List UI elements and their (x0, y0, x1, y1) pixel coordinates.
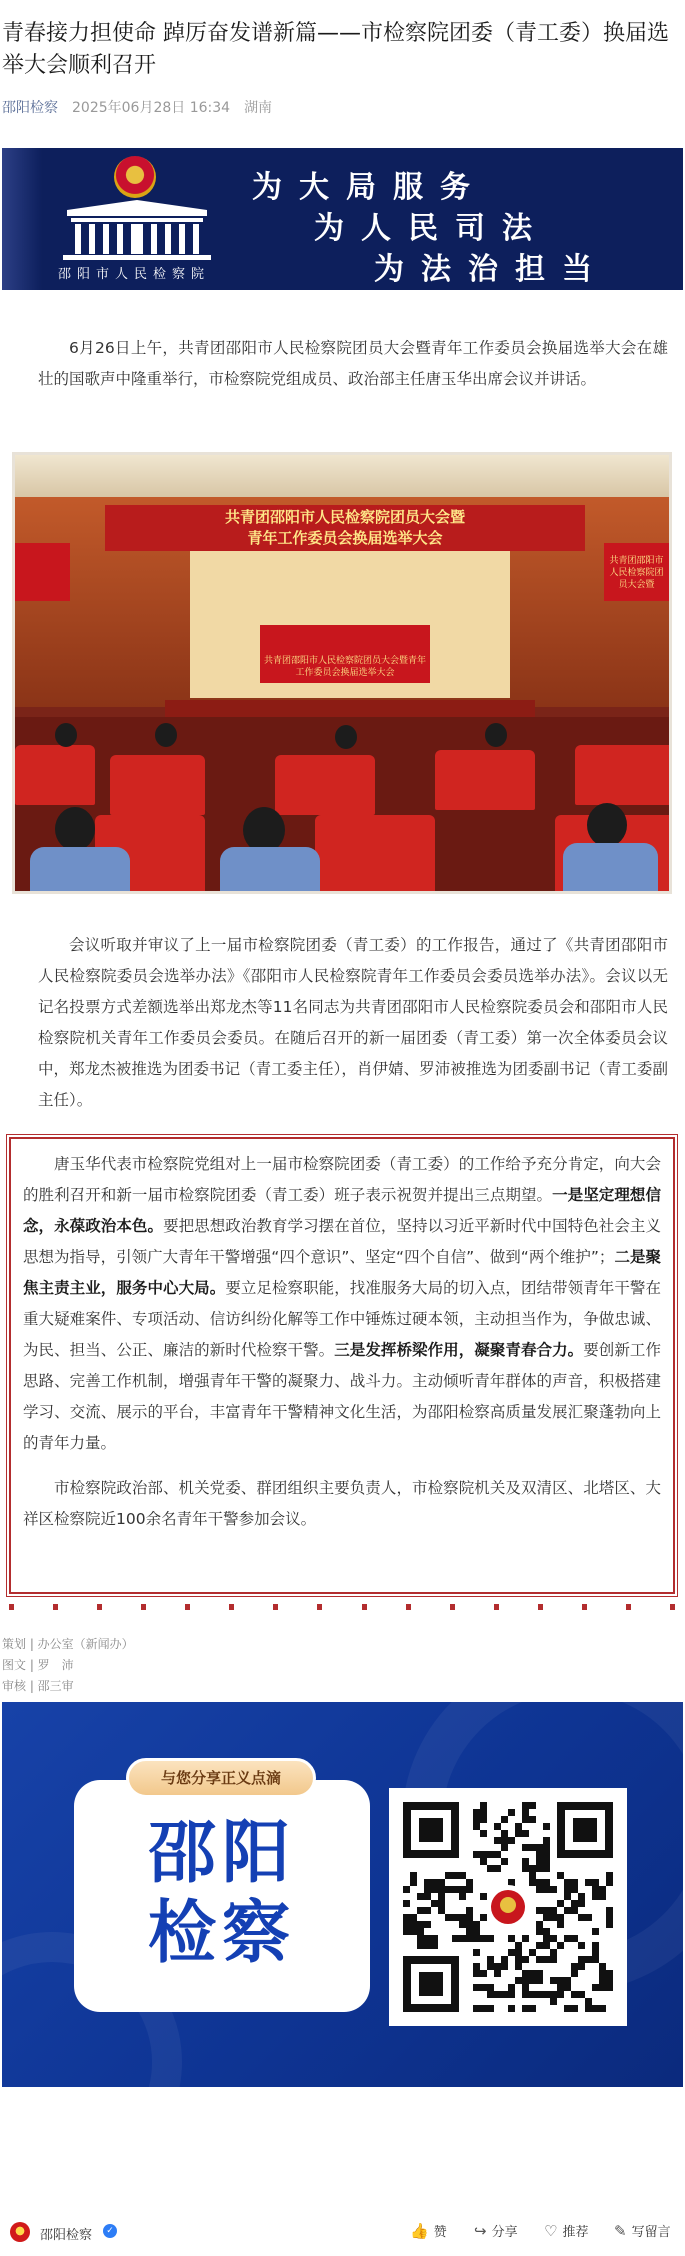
qr-module (445, 1914, 452, 1921)
qr-module (431, 1900, 438, 1907)
qr-module (494, 1865, 501, 1872)
qr-module (592, 1949, 599, 1956)
qr-module (571, 1963, 578, 1970)
meeting-photo[interactable] (12, 452, 672, 894)
qr-module (550, 1949, 557, 1956)
qr-module (543, 1942, 550, 1949)
qr-module (550, 1998, 557, 2005)
qr-module (494, 1970, 501, 1977)
qr-module (501, 1991, 508, 1998)
qr-module (452, 1935, 459, 1942)
qr-module (522, 1984, 529, 1991)
qr-module (571, 1935, 578, 1942)
qr-module (480, 1914, 487, 1921)
qr-module (578, 1963, 585, 1970)
qr-module (564, 1907, 571, 1914)
qr-module (501, 1858, 508, 1865)
qr-module (424, 1879, 431, 1886)
qr-module (529, 1865, 536, 1872)
qr-module (557, 1900, 564, 1907)
building-icon (57, 200, 217, 262)
qr-module (564, 1977, 571, 1984)
qr-module (557, 1914, 564, 1921)
promo-text-1: 邵阳 (147, 1814, 296, 1893)
qr-module (543, 1914, 550, 1921)
qr-module (473, 1984, 480, 1991)
qr-module (585, 2005, 592, 2012)
qr-module (522, 1802, 529, 1809)
qr-module (592, 1984, 599, 1991)
qr-module (508, 1935, 515, 1942)
qr-module (557, 1977, 564, 1984)
qr-module (403, 1928, 410, 1935)
qr-module (494, 1991, 501, 1998)
qr-module (606, 1879, 613, 1886)
qr-module (508, 1837, 515, 1844)
qr-module (438, 1900, 445, 1907)
qr-module (578, 1893, 585, 1900)
qr-module (599, 1893, 606, 1900)
qr-module (473, 1816, 480, 1823)
qr-module (459, 1886, 466, 1893)
paragraph-intro: 6月26日上午，共青团邵阳市人民检察院团员大会暨青年工作委员会换届选举大会在雄壮的国歌声中隆重举行，市检察院党组成员、政治部主任唐玉华出席会议并讲话。 (38, 339, 668, 388)
qr-module (592, 1956, 599, 1963)
qr-module (529, 1991, 536, 1998)
qr-module (522, 1865, 529, 1872)
qr-module (599, 1984, 606, 1991)
qr-module (536, 1865, 543, 1872)
qr-module (564, 1886, 571, 1893)
qr-module (543, 1886, 550, 1893)
qr-module (508, 1949, 515, 1956)
qr-module (564, 1893, 571, 1900)
qr-module (578, 1942, 585, 1949)
article-title: 青春接力担使命 踔厉奋发谱新篇——市检察院团委（青工委）换届选举大会顺利召开 (2, 21, 669, 78)
qr-module (438, 1893, 445, 1900)
qr-module (508, 2005, 515, 2012)
qr-module (424, 1886, 431, 1893)
promo-text-2: 检察 (147, 1894, 296, 1973)
qr-module (508, 1879, 515, 1886)
qr-module (410, 1921, 417, 1928)
qr-module (543, 1879, 550, 1886)
qr-module (536, 1858, 543, 1865)
qr-module (529, 1879, 536, 1886)
qr-module (557, 1942, 564, 1949)
qr-module (515, 1949, 522, 1956)
qr-module (550, 1914, 557, 1921)
qr-module (501, 1830, 508, 1837)
qr-module (536, 1886, 543, 1893)
qr-module (543, 1935, 550, 1942)
bottom-action-bar (0, 2208, 685, 2256)
qr-module (473, 1935, 480, 1942)
qr-module (494, 1837, 501, 1844)
qr-module (529, 2005, 536, 2012)
qr-module (557, 1991, 564, 1998)
qr-module (403, 1886, 410, 1893)
qr-module (529, 1816, 536, 1823)
qr-module (438, 1886, 445, 1893)
qr-module (529, 1970, 536, 1977)
qr-module (417, 1893, 424, 1900)
qr-module (417, 1935, 424, 1942)
qr-module (578, 1956, 585, 1963)
qr-module (543, 1823, 550, 1830)
qr-module (599, 1977, 606, 1984)
footer-account-name[interactable]: 邵阳检察 (40, 2228, 93, 2243)
promo-tagline: 与您分享正义点滴 (126, 1758, 316, 1798)
qr-module (410, 1928, 417, 1935)
qr-module (529, 1949, 536, 1956)
qr-module (543, 1858, 550, 1865)
qr-module (403, 1921, 410, 1928)
qr-module (515, 1823, 522, 1830)
qr-module (501, 1816, 508, 1823)
qr-module (543, 1907, 550, 1914)
qr-module (536, 1907, 543, 1914)
qr-module (452, 1914, 459, 1921)
qr-module (466, 1886, 473, 1893)
qr-module (557, 1921, 564, 1928)
qr-module (564, 1984, 571, 1991)
share-icon: ↪ (474, 2221, 487, 2240)
qr-module (424, 1935, 431, 1942)
qr-module (536, 1844, 543, 1851)
banner-slogan-3: 为法治担当 (374, 252, 609, 287)
qr-module (431, 1935, 438, 1942)
qr-module (522, 1991, 529, 1998)
qr-module (585, 1879, 592, 1886)
thumb-up-icon: 👍 (410, 2221, 429, 2240)
qr-module (564, 2005, 571, 2012)
qr-module (480, 1893, 487, 1900)
qr-module (466, 1928, 473, 1935)
qr-module (508, 1809, 515, 1816)
qr-module (494, 1963, 501, 1970)
qr-module (578, 1914, 585, 1921)
account-link[interactable]: 邵阳检察 (2, 100, 58, 116)
qr-module (403, 1914, 410, 1921)
qr-module (501, 1963, 508, 1970)
qr-module (557, 1984, 564, 1991)
qr-module (585, 1998, 592, 2005)
qr-module (480, 1851, 487, 1858)
qr-module (571, 1886, 578, 1893)
header-banner (2, 148, 683, 290)
qr-module (543, 1844, 550, 1851)
qr-module (410, 1879, 417, 1886)
qr-module (480, 1858, 487, 1865)
qr-module (522, 1977, 529, 1984)
recommend-button[interactable]: ♡ 推荐 (544, 2221, 589, 2240)
qr-module (515, 1963, 522, 1970)
qr-module (543, 1837, 550, 1844)
qr-module (487, 1991, 494, 1998)
qr-module (431, 1942, 438, 1949)
share-button[interactable]: ↪ 分享 (474, 2221, 518, 2240)
qr-module (473, 1970, 480, 1977)
qr-module (606, 1921, 613, 1928)
qr-module (417, 1907, 424, 1914)
credit-review: 审核 | 邵三审 (2, 1679, 74, 1693)
comment-icon: ✎ (614, 2221, 627, 2240)
qr-module (606, 1977, 613, 1984)
qr-module (459, 1921, 466, 1928)
account-avatar[interactable] (10, 2222, 30, 2242)
qr-module (536, 1977, 543, 1984)
qr-module (487, 1851, 494, 1858)
qr-module (473, 1963, 480, 1970)
procuratorate-emblem-icon (114, 156, 156, 198)
qr-module (452, 1886, 459, 1893)
qr-module (480, 1809, 487, 1816)
speech-section (9, 1137, 675, 1594)
qr-module (494, 1823, 501, 1830)
expectation-1: 一是坚定理想信念，永葆政治本色。 (23, 1186, 661, 1235)
qr-module (550, 1886, 557, 1893)
qr-module (487, 1865, 494, 1872)
qr-module (550, 1935, 557, 1942)
qr-module (515, 1977, 522, 1984)
qr-module (508, 1991, 515, 1998)
qr-module (501, 1837, 508, 1844)
qr-module (522, 1935, 529, 1942)
qr-module (585, 1956, 592, 1963)
qr-module (557, 1872, 564, 1879)
qr-module (522, 1816, 529, 1823)
qr-module (445, 1886, 452, 1893)
banner-org-name: 邵阳市人民检察院 (57, 267, 210, 282)
qr-module (585, 1914, 592, 1921)
qr-module (417, 1928, 424, 1935)
promo-card (74, 1769, 370, 2012)
qr-module (480, 1816, 487, 1823)
qr-module (438, 1879, 445, 1886)
qr-module (410, 1914, 417, 1921)
qr-module (529, 1844, 536, 1851)
qr-module (599, 1970, 606, 1977)
qr-module (522, 1956, 529, 1963)
follow-promo-image[interactable] (2, 1702, 683, 2087)
qr-module (487, 1935, 494, 1942)
qr-module (466, 1907, 473, 1914)
qr-module (571, 1900, 578, 1907)
qr-module (543, 1991, 550, 1998)
qr-module (480, 1802, 487, 1809)
qr-module (466, 1935, 473, 1942)
qr-module (417, 1942, 424, 1949)
article-meta (2, 97, 272, 117)
qr-module (487, 1984, 494, 1991)
qr-module (543, 1851, 550, 1858)
photo-side-display: 共青团邵阳市人民检察院团员大会暨 (604, 543, 669, 601)
qr-module (515, 1942, 522, 1949)
expectation-2: 二是聚焦主责主业，服务中心大局。 (23, 1248, 661, 1297)
qr-module (606, 1984, 613, 1991)
qr-module (522, 1858, 529, 1865)
qr-module (473, 1928, 480, 1935)
qr-module (536, 1851, 543, 1858)
qr-module (578, 1900, 585, 1907)
qr-module (459, 1893, 466, 1900)
qr-module (515, 1956, 522, 1963)
qr-module (571, 1907, 578, 1914)
qr-module (417, 1921, 424, 1928)
qr-module (550, 1977, 557, 1984)
qr-module (536, 1956, 543, 1963)
qr-module (571, 1991, 578, 1998)
qr-module (536, 1921, 543, 1928)
qr-module (473, 1823, 480, 1830)
qr-module (550, 1907, 557, 1914)
qr-module (431, 1879, 438, 1886)
paragraph-election: 会议听取并审议了上一届市检察院团委（青工委）的工作报告，通过了《共青团邵阳市人民检察院委员会选举办法》《邵阳市人民检察院青年工作委员会委员选举办法》。会议以无记名投票方式差额选举出郑龙杰等11名同志为共青团邵阳市人民检察院委员会和邵阳市人民检察院机关青年工作委员会委员。在随后召开的新一届团委（青工委）第一次全体委员会议中，郑龙杰被推选为团委书记（青工委主任），肖伊婧、罗沛被推选为团委副书记（青工委副主任）。 (38, 936, 668, 1109)
qr-module (592, 1879, 599, 1886)
qr-module (536, 1879, 543, 1886)
qr-module (592, 1942, 599, 1949)
qr-module (599, 2005, 606, 2012)
qr-module (536, 1970, 543, 1977)
qr-module (578, 1991, 585, 1998)
qr-module (606, 1907, 613, 1914)
qr-module (466, 1921, 473, 1928)
qr-module (459, 1914, 466, 1921)
credit-author: 图文 | 罗 沛 (2, 1658, 74, 1672)
qr-module (571, 1879, 578, 1886)
qr-module (522, 1830, 529, 1837)
qr-module (473, 1921, 480, 1928)
qr-module (592, 1886, 599, 1893)
qr-module (606, 1970, 613, 1977)
qr-module (438, 1907, 445, 1914)
banner-slogan-2: 为人民司法 (314, 211, 549, 246)
qr-module (522, 1970, 529, 1977)
qr-module (480, 2005, 487, 2012)
qr-module (487, 1956, 494, 1963)
qr-module (487, 2005, 494, 2012)
qr-module (473, 1809, 480, 1816)
qr-module (571, 2005, 578, 2012)
qr-module (529, 1977, 536, 1984)
qr-module (480, 1984, 487, 1991)
publish-location: 湖南 (244, 100, 273, 116)
qr-module (536, 1942, 543, 1949)
expectation-3: 三是发挥桥梁作用，凝聚青春合力。 (334, 1341, 584, 1359)
qr-module (543, 1928, 550, 1935)
qr-module (606, 1914, 613, 1921)
qr-module (403, 1900, 410, 1907)
qr-code-icon (389, 1788, 627, 2026)
qr-module (508, 1984, 515, 1991)
qr-module (522, 1809, 529, 1816)
comment-button[interactable]: ✎ 写留言 (614, 2221, 671, 2240)
photo-hall-banner: 共青团邵阳市人民检察院团员大会暨 青年工作委员会换届选举大会 (105, 505, 585, 551)
qr-module (606, 1872, 613, 1879)
qr-module (564, 1935, 571, 1942)
verified-icon: ✓ (103, 2224, 117, 2238)
qr-module (550, 1991, 557, 1998)
qr-module (487, 1963, 494, 1970)
qr-module (480, 1935, 487, 1942)
qr-module (522, 1844, 529, 1851)
qr-module (536, 1928, 543, 1935)
qr-module (473, 2005, 480, 2012)
publish-datetime: 2025年06月28日 16:34 (72, 100, 231, 116)
qr-module (501, 1844, 508, 1851)
speech-paragraph: 唐玉华代表市检察院党组对上一届市检察院团委（青工委）的工作给予充分肯定，向大会的胜利召开和新一届市检察院团委（青工委）班子表示祝贺并提出三点期望。一是坚定理想信念，永葆政治本色。要把思想政治教育学习摆在首位，坚持以习近平新时代中国特色社会主义思想为指导，引领广大青年干警增强“四个意识”、坚定“四个自信”、做到“两个维护”；二是聚焦主责主业，服务中心大局。要立足检察职能，找准服务大局的切入点，团结带领青年干警在重大疑难案件、专项活动、信访纠纷化解等工作中锤炼过硬本领，主动担当作为，争做忠诚、为民、担当、公正、廉洁的新时代检察干警。三是发挥桥梁作用，凝聚青春合力。要创新工作思路、完善工作机制，增强青年干警的凝聚力、战斗力。主动倾听青年群体的声音，积极搭建学习、交流、展示的平台，丰富青年干警精神文化生活，为邵阳检察高质量发展汇聚蓬勃向上的青年力量。 (23, 1155, 661, 1452)
qr-module (431, 1886, 438, 1893)
qr-module (522, 2005, 529, 2012)
qr-module (424, 1921, 431, 1928)
qr-module (424, 1893, 431, 1900)
qr-module (473, 1949, 480, 1956)
qr-module (592, 2005, 599, 2012)
article-credits (2, 1634, 134, 1697)
photo-stage-screen: 共青团邵阳市人民检察院团员大会暨青年工作委员会换届选举大会 (260, 625, 430, 683)
qr-module (480, 1830, 487, 1837)
qr-module (473, 1851, 480, 1858)
qr-module (543, 1865, 550, 1872)
qr-module (466, 1914, 473, 1921)
qr-module (424, 1942, 431, 1949)
qr-module (459, 1935, 466, 1942)
credit-planning: 策划 | 办公室（新闻办） (2, 1637, 134, 1651)
qr-module (599, 1886, 606, 1893)
decorative-divider (9, 1604, 675, 1610)
qr-module (466, 1879, 473, 1886)
banner-slogan-1: 为大局服务 (252, 170, 487, 205)
qr-module (424, 1907, 431, 1914)
qr-module (571, 1970, 578, 1977)
qr-module (564, 1879, 571, 1886)
attendees-paragraph: 市检察院政治部、机关党委、群团组织主要负责人，市检察院机关及双清区、北塔区、大祥区检察院近100余名青年干警参加会议。 (23, 1479, 661, 1528)
qr-module (550, 1956, 557, 1963)
qr-module (536, 1991, 543, 1998)
qr-module (592, 1893, 599, 1900)
qr-module (529, 1872, 536, 1879)
qr-module (410, 1872, 417, 1879)
qr-module (459, 1872, 466, 1879)
qr-module (452, 1872, 459, 1879)
qr-module (501, 1956, 508, 1963)
qr-module (529, 1802, 536, 1809)
qr-module (494, 1851, 501, 1858)
qr-module (445, 1872, 452, 1879)
qr-module (543, 1956, 550, 1963)
qr-module (515, 1830, 522, 1837)
qr-code[interactable] (389, 1788, 627, 2026)
qr-module (599, 1963, 606, 1970)
heart-icon: ♡ (544, 2221, 558, 2240)
qr-module (592, 1928, 599, 1935)
like-button[interactable]: 👍 赞 (410, 2221, 447, 2240)
qr-module (480, 1970, 487, 1977)
